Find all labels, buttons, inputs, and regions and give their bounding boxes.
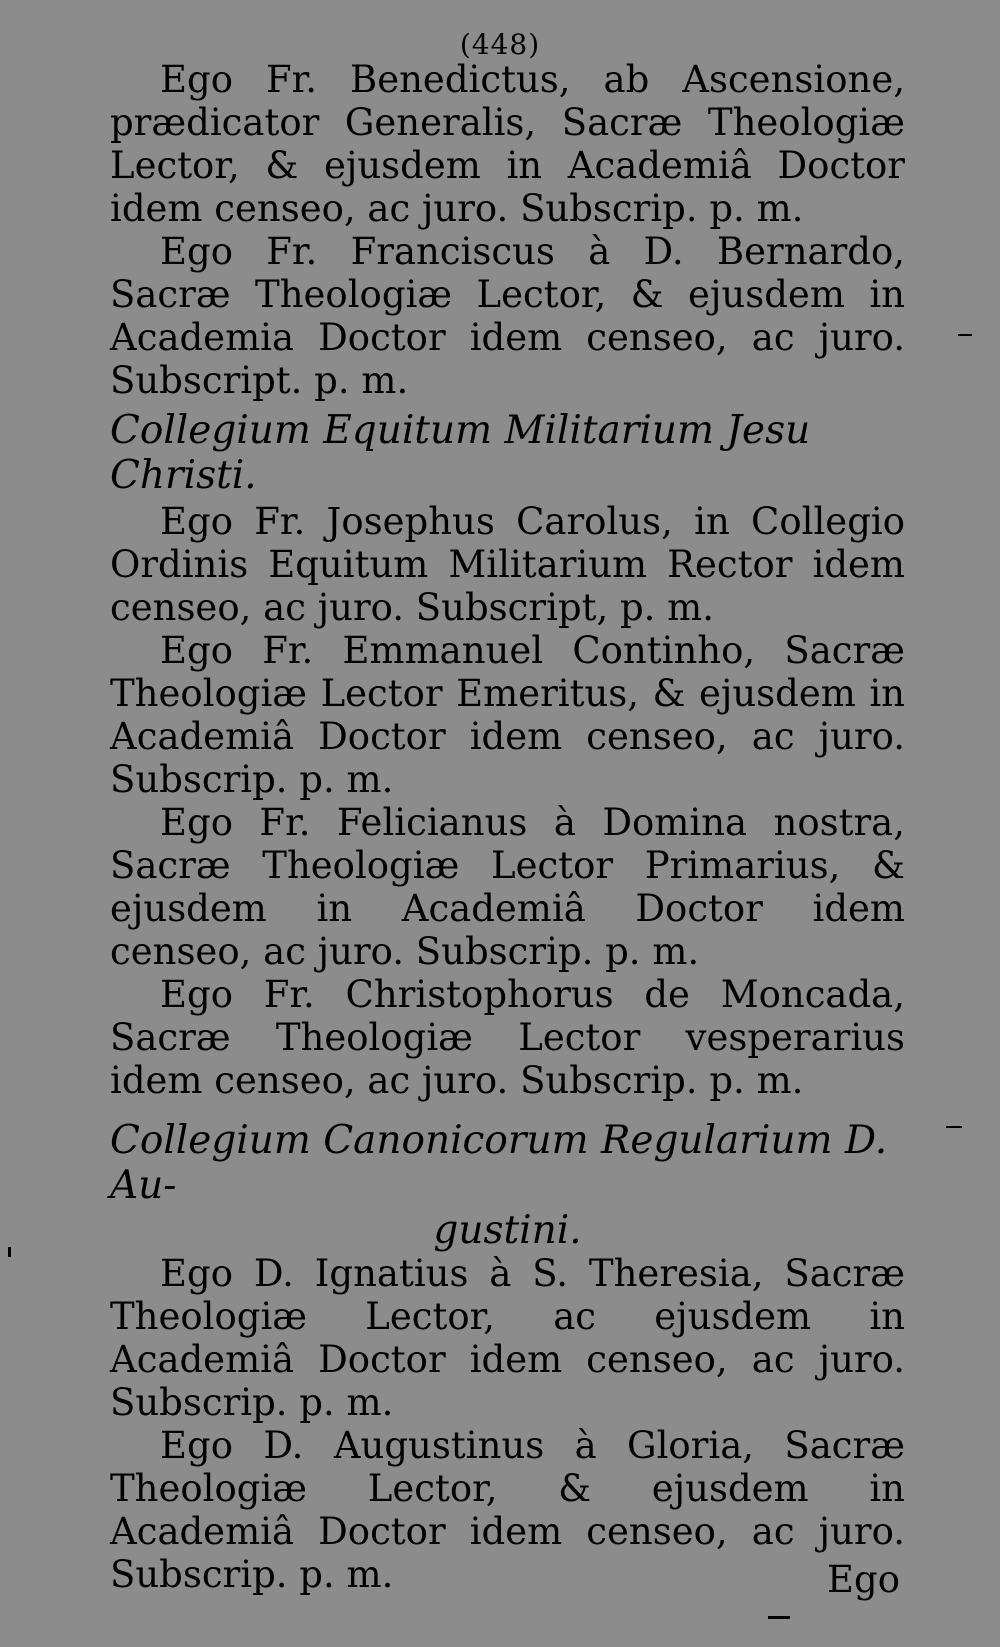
entry-josephus: Ego Fr. Josephus Carolus, in Collegio Ordinis Equitum Militarium Rector idem censeo, ac juro. Subscript, p. m.	[110, 500, 905, 629]
scan-speck	[958, 334, 972, 336]
entry-ignatius: Ego D. Ignatius à S. Theresia, Sacræ Theologiæ Lector, ac ejusdem in Academiâ Doctor idem censeo, ac juro. Subscrip. p. m.	[110, 1252, 905, 1424]
opening-entries	[110, 58, 905, 402]
entry-emmanuel: Ego Fr. Emmanuel Continho, Sacræ Theologiæ Lector Emeritus, & ejusdem in Academiâ Doctor idem censeo, ac juro. Subscrip. p. m.	[110, 629, 905, 801]
section-heading-equitum: Collegium Equitum Militarium Jesu Christi.	[110, 408, 811, 498]
section-heading-canonicorum-line1: Collegium Canonicorum Regularium D. Au-	[110, 1118, 888, 1208]
section-equitum-entries	[110, 500, 905, 1102]
catchword: Ego	[827, 1558, 900, 1601]
scan-speck	[8, 1247, 11, 1257]
entry-felicianus: Ego Fr. Felicianus à Domina nostra, Sacræ Theologiæ Lector Primarius, & ejusdem in Academiâ Doctor idem censeo, ac juro. Subscrip. p. m.	[110, 801, 905, 973]
section-heading-canonicorum-line2: gustini.	[433, 1208, 582, 1253]
page-number: (448)	[459, 28, 541, 61]
entry-benedictus: Ego Fr. Benedictus, ab Ascensione, prædicator Generalis, Sacræ Theologiæ Lector, & ejusdem in Academiâ Doctor idem censeo, ac juro. Subscrip. p. m.	[110, 58, 905, 230]
section-canonicorum	[110, 1118, 905, 1253]
entry-augustinus: Ego D. Augustinus à Gloria, Sacræ Theologiæ Lector, & ejusdem in Academiâ Doctor idem censeo, ac juro. Subscrip. p. m.	[110, 1424, 905, 1596]
entry-franciscus: Ego Fr. Franciscus à D. Bernardo, Sacræ Theologiæ Lector, & ejusdem in Academia Doctor idem censeo, ac juro. Subscript. p. m.	[110, 230, 905, 402]
entry-christophorus: Ego Fr. Christophorus de Moncada, Sacræ Theologiæ Lector vesperarius idem censeo, ac juro. Subscrip. p. m.	[110, 973, 905, 1102]
section-equitum	[110, 408, 905, 498]
scan-speck	[768, 1616, 790, 1619]
section-canonicorum-entries	[110, 1252, 905, 1596]
scan-speck	[946, 1126, 962, 1128]
